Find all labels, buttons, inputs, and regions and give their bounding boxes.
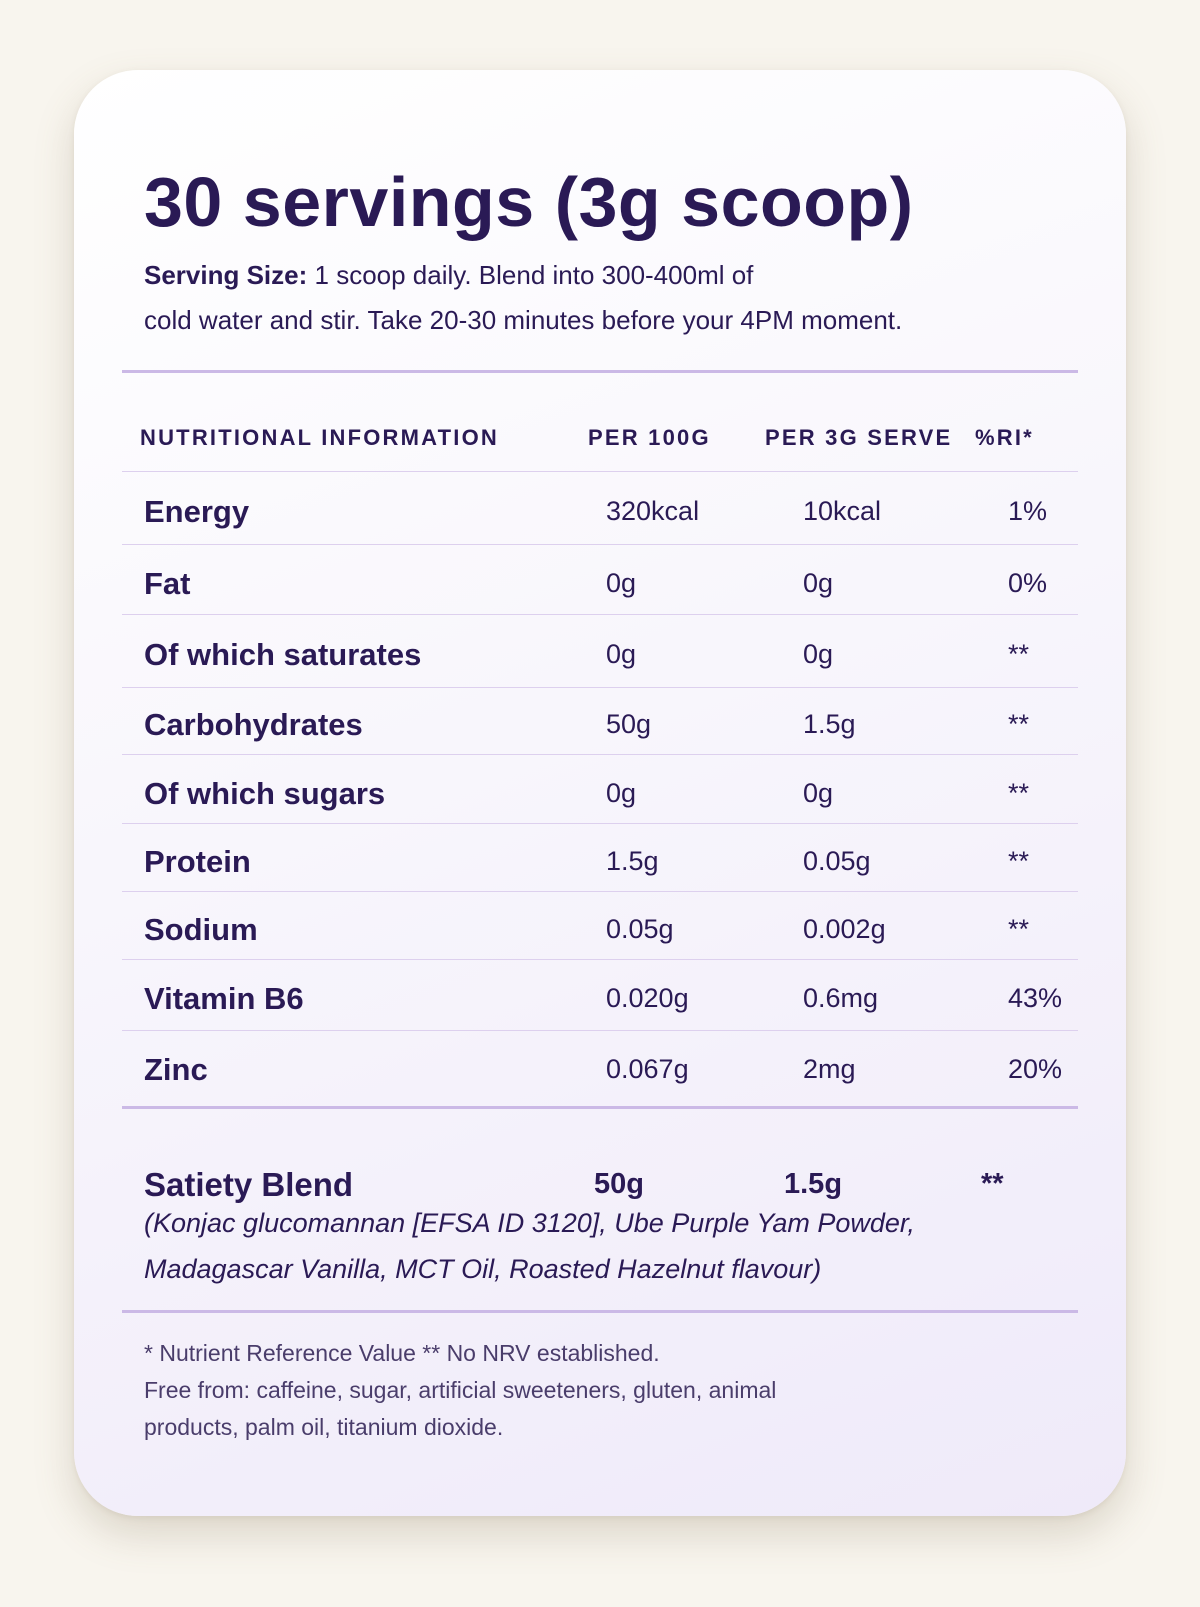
satiety-blend-per100: 50g: [594, 1168, 644, 1200]
satiety-blend-per-serve: 1.5g: [784, 1168, 843, 1200]
row-label-zinc: Zinc: [144, 1052, 208, 1087]
row-divider: [122, 959, 1078, 960]
row-protein-per100: 1.5g: [606, 846, 659, 876]
row-divider: [122, 687, 1078, 688]
row-zinc-per-serve: 2mg: [803, 1054, 856, 1084]
row-label-protein: Protein: [144, 844, 251, 879]
row-divider: [122, 891, 1078, 892]
row-protein-per-serve: 0.05g: [803, 846, 871, 876]
satiety-blend-ingredients: [144, 1200, 1044, 1292]
serving-size-line2: cold water and stir. Take 20-30 minutes before your 4PM moment.: [144, 305, 903, 335]
row-label-carbohydrates: Carbohydrates: [144, 707, 363, 742]
row-sodium-ri: **: [1008, 914, 1030, 944]
footnote-divider: [122, 1310, 1078, 1313]
footnote-nrv: * Nutrient Reference Value ** No NRV established.: [144, 1340, 660, 1366]
row-protein-ri: **: [1008, 846, 1030, 876]
row-of-which-sugars-per100: 0g: [606, 778, 637, 808]
footnotes: [144, 1335, 1024, 1446]
row-divider: [122, 614, 1078, 615]
satiety-blend-ri: **: [981, 1168, 1004, 1200]
row-vitamin-b6-per100: 0.020g: [606, 983, 689, 1013]
row-of-which-saturates-per-serve: 0g: [803, 639, 834, 669]
header-per-100g: PER 100G: [588, 425, 711, 450]
row-of-which-saturates-per100: 0g: [606, 639, 637, 669]
row-label-vitamin-b6: Vitamin B6: [144, 981, 304, 1016]
header-ri: %RI*: [975, 425, 1034, 450]
blend-ingredients-line1: (Konjac glucomannan [EFSA ID 3120], Ube Purple Yam Powder,: [144, 1208, 915, 1238]
row-sodium-per100: 0.05g: [606, 914, 674, 944]
row-zinc-per100: 0.067g: [606, 1054, 689, 1084]
servings-title: 30 servings (3g scoop): [144, 163, 914, 241]
row-divider: [122, 544, 1078, 545]
row-energy-per-serve: 10kcal: [803, 496, 882, 526]
row-fat-per100: 0g: [606, 568, 637, 598]
row-fat-ri: 0%: [1008, 568, 1048, 598]
row-divider: [122, 1030, 1078, 1031]
row-carbohydrates-per100: 50g: [606, 709, 652, 739]
row-divider: [122, 754, 1078, 755]
row-of-which-saturates-ri: **: [1008, 639, 1030, 669]
row-energy-per100: 320kcal: [606, 496, 700, 526]
row-label-of-which-sugars: Of which sugars: [144, 776, 386, 811]
header-divider-bottom: [122, 471, 1078, 472]
header-per-serve: PER 3G SERVE: [765, 425, 953, 450]
row-vitamin-b6-per-serve: 0.6mg: [803, 983, 879, 1013]
row-label-sodium: Sodium: [144, 912, 258, 947]
row-carbohydrates-ri: **: [1008, 709, 1030, 739]
row-sodium-per-serve: 0.002g: [803, 914, 886, 944]
footnote-free-from-1: Free from: caffeine, sugar, artificial sweeteners, gluten, animal: [144, 1377, 777, 1403]
blend-divider-top: [122, 1106, 1078, 1109]
header-nutritional-information: NUTRITIONAL INFORMATION: [140, 425, 499, 450]
row-divider: [122, 823, 1078, 824]
blend-ingredients-line2: Madagascar Vanilla, MCT Oil, Roasted Hazelnut flavour): [144, 1254, 822, 1284]
serving-size-label: Serving Size:: [144, 260, 308, 290]
row-energy-ri: 1%: [1008, 496, 1048, 526]
row-label-fat: Fat: [144, 566, 191, 601]
header-divider-top: [122, 370, 1078, 373]
row-of-which-sugars-per-serve: 0g: [803, 778, 834, 808]
row-label-energy: Energy: [144, 494, 250, 529]
row-carbohydrates-per-serve: 1.5g: [803, 709, 856, 739]
row-vitamin-b6-ri: 43%: [1008, 983, 1063, 1013]
serving-size-line1: 1 scoop daily. Blend into 300-400ml of: [307, 260, 754, 290]
footnote-free-from-2: products, palm oil, titanium dioxide.: [144, 1414, 504, 1440]
row-of-which-sugars-ri: **: [1008, 778, 1030, 808]
nutrition-card: [74, 70, 1126, 1516]
row-fat-per-serve: 0g: [803, 568, 834, 598]
serving-size-text: [144, 253, 1064, 343]
satiety-blend-label: Satiety Blend: [144, 1166, 354, 1203]
row-zinc-ri: 20%: [1008, 1054, 1063, 1084]
row-label-of-which-saturates: Of which saturates: [144, 637, 422, 672]
